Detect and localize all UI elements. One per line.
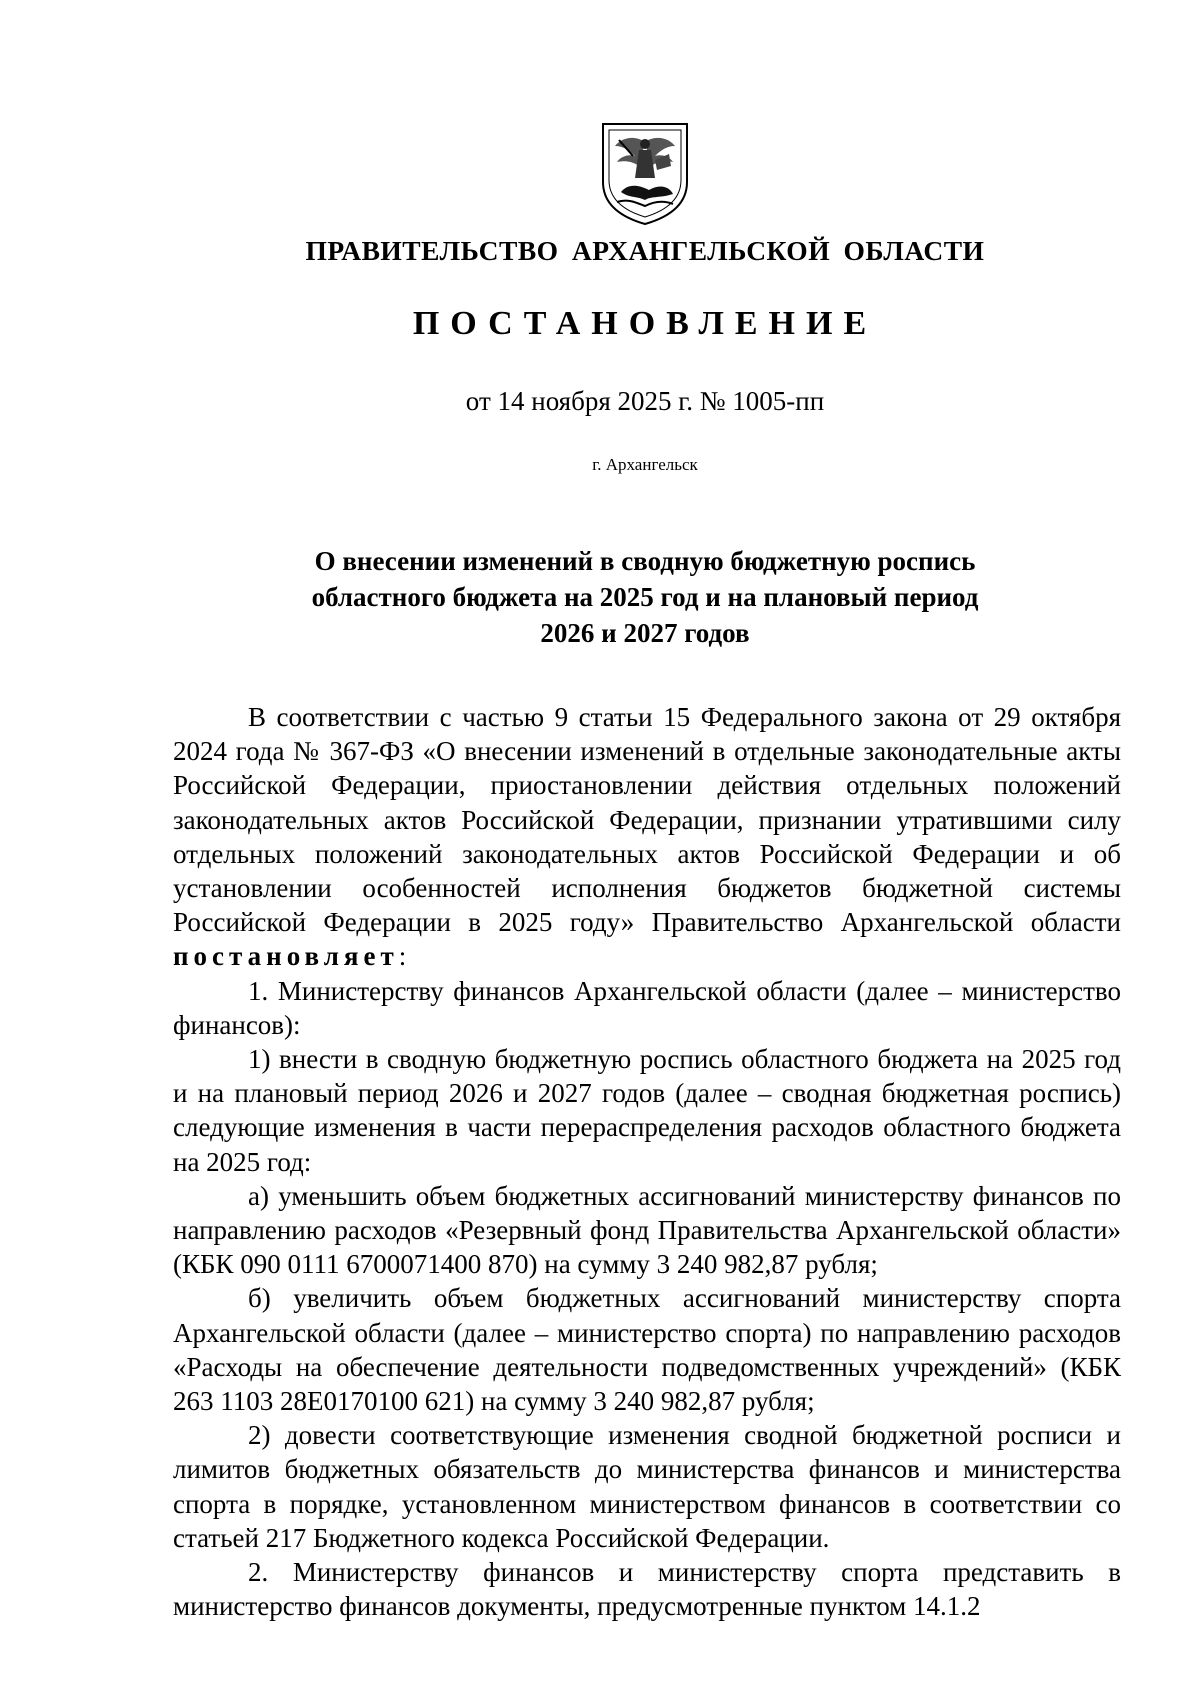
document-body xyxy=(173,700,1121,1623)
decree-colon: : xyxy=(398,941,407,972)
document-city: г. Архангельск xyxy=(592,455,698,474)
document-date-number: от 14 ноября 2025 г. № 1005-пп xyxy=(465,386,825,416)
decree-word: постановляет xyxy=(173,941,399,972)
subject-line: 2026 и 2027 годов xyxy=(540,618,750,648)
paragraph-intro xyxy=(173,700,1121,974)
paragraph-item-1: 1. Министерству финансов Архангельской области (далее – министерство финансов): xyxy=(173,975,1121,1040)
intro-text: В соответствии с частью 9 статьи 15 Федерального закона от 29 октября 2024 года № 367-ФЗ «О внесении изменений в отдельные законодательные акты Российской Федерации, приостановлении действия отдельных положений законодательных актов Российской Федерации, признании утратившими силу отдельных положений законодательных актов Российской Федерации и об установлении особенностей исполнения бюджетов бюджетной системы Российской Федерации в 2025 году» Правительство Архангельской области xyxy=(173,702,1121,938)
paragraph-item-2: 2. Министерству финансов и министерству спорта представить в министерство финансов документы, предусмотренные пунктом 14.1.2 xyxy=(173,1557,1121,1622)
coat-of-arms-icon xyxy=(599,120,691,228)
organization-name: ПРАВИТЕЛЬСТВО АРХАНГЕЛЬСКОЙ ОБЛАСТИ xyxy=(305,235,985,266)
paragraph-item-1-1: 1) внести в сводную бюджетную роспись областного бюджета на 2025 год и на плановый период 2026 и 2027 годов (далее – сводная бюджетная роспись) следующие изменения в части перераспределения расходов областного бюджета на 2025 год: xyxy=(173,1044,1121,1177)
document-subject xyxy=(0,543,1200,651)
subject-line: областного бюджета на 2025 год и на плановый период xyxy=(311,582,979,612)
subject-line: О внесении изменений в сводную бюджетную роспись xyxy=(314,546,976,576)
paragraph-item-1-1-a: а) уменьшить объем бюджетных ассигнований министерству финансов по направлению расходов «Резервный фонд Правительства Архангельской области» (КБК 090 0111 6700071400 870) на сумму 3 240 982,87 рубля; xyxy=(173,1180,1121,1280)
paragraph-item-1-2: 2) довести соответствующие изменения сводной бюджетной росписи и лимитов бюджетных обязательств до министерства финансов и министерства спорта в порядке, установленном министерством финансов в соответствии со статьей 217 Бюджетного кодекса Российской Федерации. xyxy=(173,1420,1121,1553)
paragraph-item-1-1-b: б) увеличить объем бюджетных ассигнований министерству спорта Архангельской области (далее – министерство спорта) по направлению расходов «Расходы на обеспечение деятельности подведомственных учреждений» (КБК 263 1103 28Е0170100 621) на сумму 3 240 982,87 рубля; xyxy=(173,1283,1121,1417)
document-type: ПОСТАНОВЛЕНИЕ xyxy=(412,305,878,342)
